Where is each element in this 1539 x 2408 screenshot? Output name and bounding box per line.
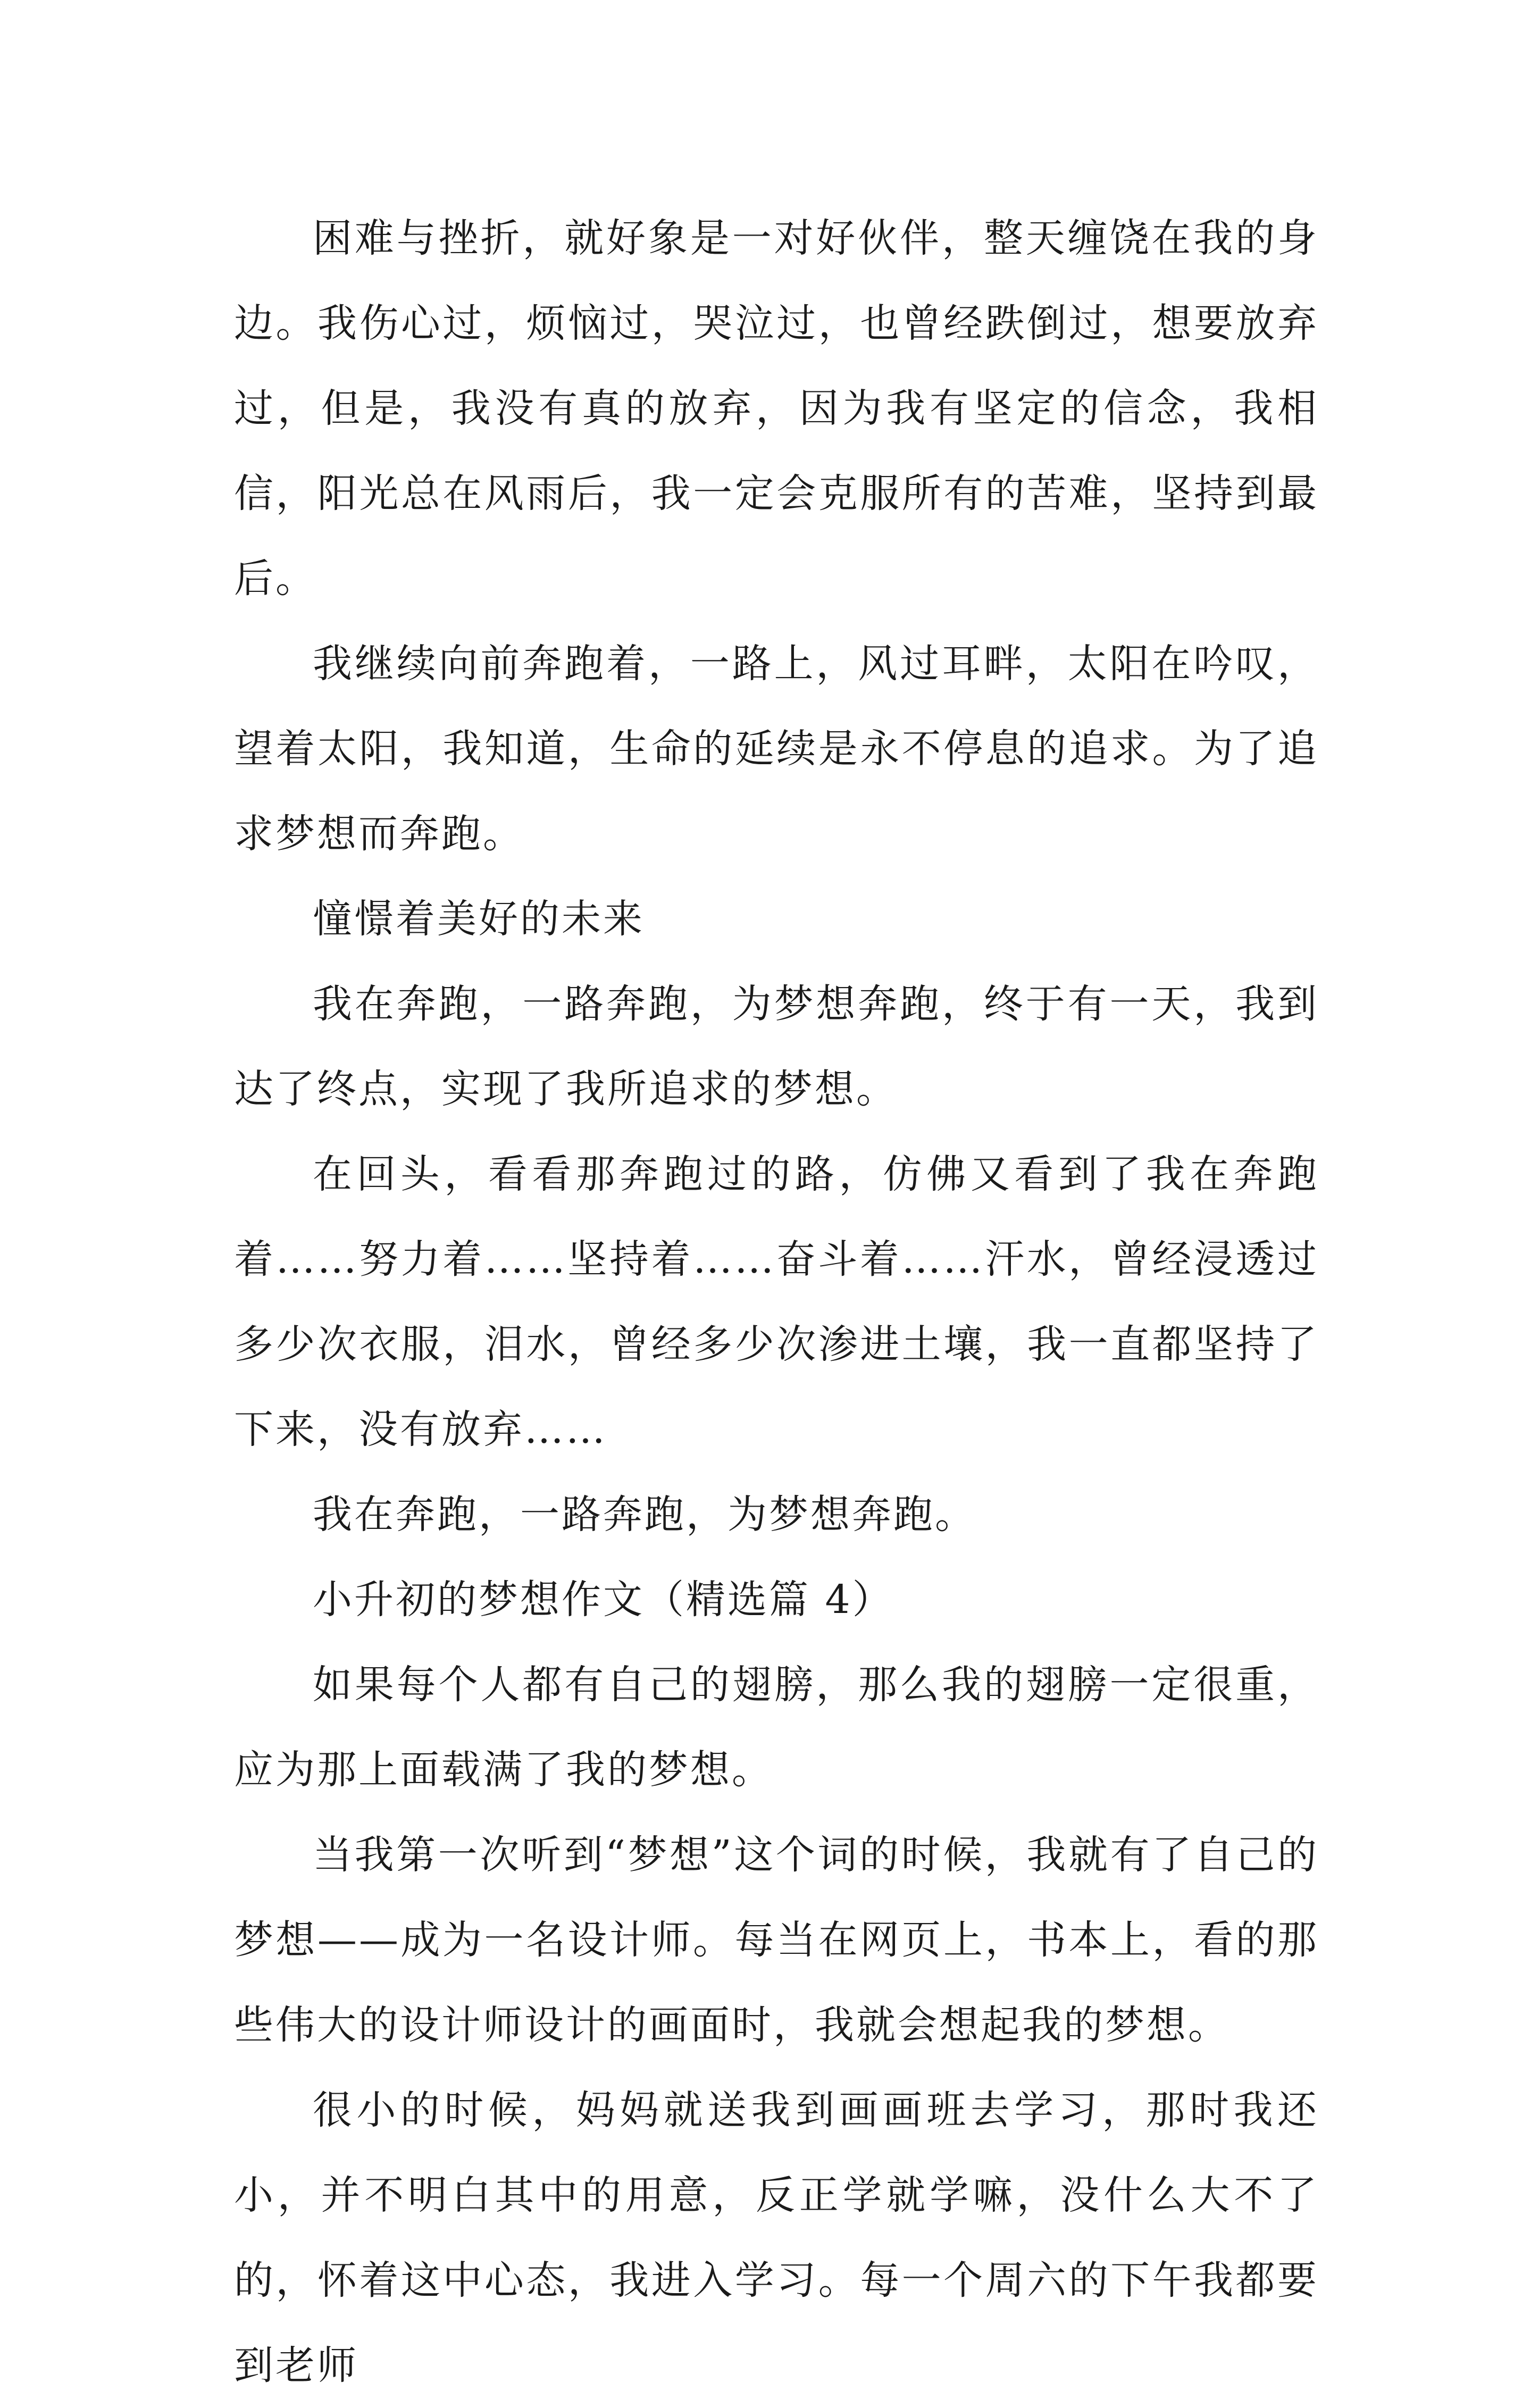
- paragraph-1: 困难与挫折，就好象是一对好伙伴，整天缠饶在我的身边。我伤心过，烦恼过，哭泣过，也曾经跌倒过，想要放弃过，但是，我没有真的放弃，因为我有坚定的信念，我相信，阳光总在风雨后，我一定会克服所有的苦难，坚持到最后。: [234, 215, 1319, 601]
- subheading-paragraph: 憧憬着美好的未来: [313, 896, 645, 942]
- paragraph-6: 我在奔跑，一路奔跑，为梦想奔跑。: [313, 1492, 976, 1537]
- section-title: 小升初的梦想作文（精选篇 4）: [313, 1577, 894, 1623]
- paragraph-4: 我在奔跑，一路奔跑，为梦想奔跑，终于有一天，我到达了终点，实现了我所追求的梦想。: [234, 981, 1319, 1112]
- article-body: [234, 196, 1319, 2408]
- paragraph-8: 如果每个人都有自己的翅膀，那么我的翅膀一定很重，应为那上面载满了我的梦想。: [234, 1662, 1319, 1793]
- paragraph-2: 我继续向前奔跑着，一路上，风过耳畔，太阳在吟叹，望着太阳，我知道，生命的延续是永不停息的追求。为了追求梦想而奔跑。: [234, 641, 1319, 857]
- paragraph-9: 当我第一次听到“梦想”这个词的时候，我就有了自己的梦想——成为一名设计师。每当在网页上，书本上，看的那些伟大的设计师设计的画面时，我就会想起我的梦想。: [234, 1832, 1319, 2048]
- paragraph-5: 在回头，看看那奔跑过的路，仿佛又看到了我在奔跑着……努力着……坚持着……奋斗着……汗水，曾经浸透过多少次衣服，泪水，曾经多少次渗进土壤，我一直都坚持了下来，没有放弃……: [234, 1151, 1319, 1452]
- paragraph-10: 很小的时候，妈妈就送我到画画班去学习，那时我还小，并不明白其中的用意，反正学就学嘛，没什么大不了的，怀着这中心态，我进入学习。每一个周六的下午我都要到老师: [234, 2087, 1319, 2388]
